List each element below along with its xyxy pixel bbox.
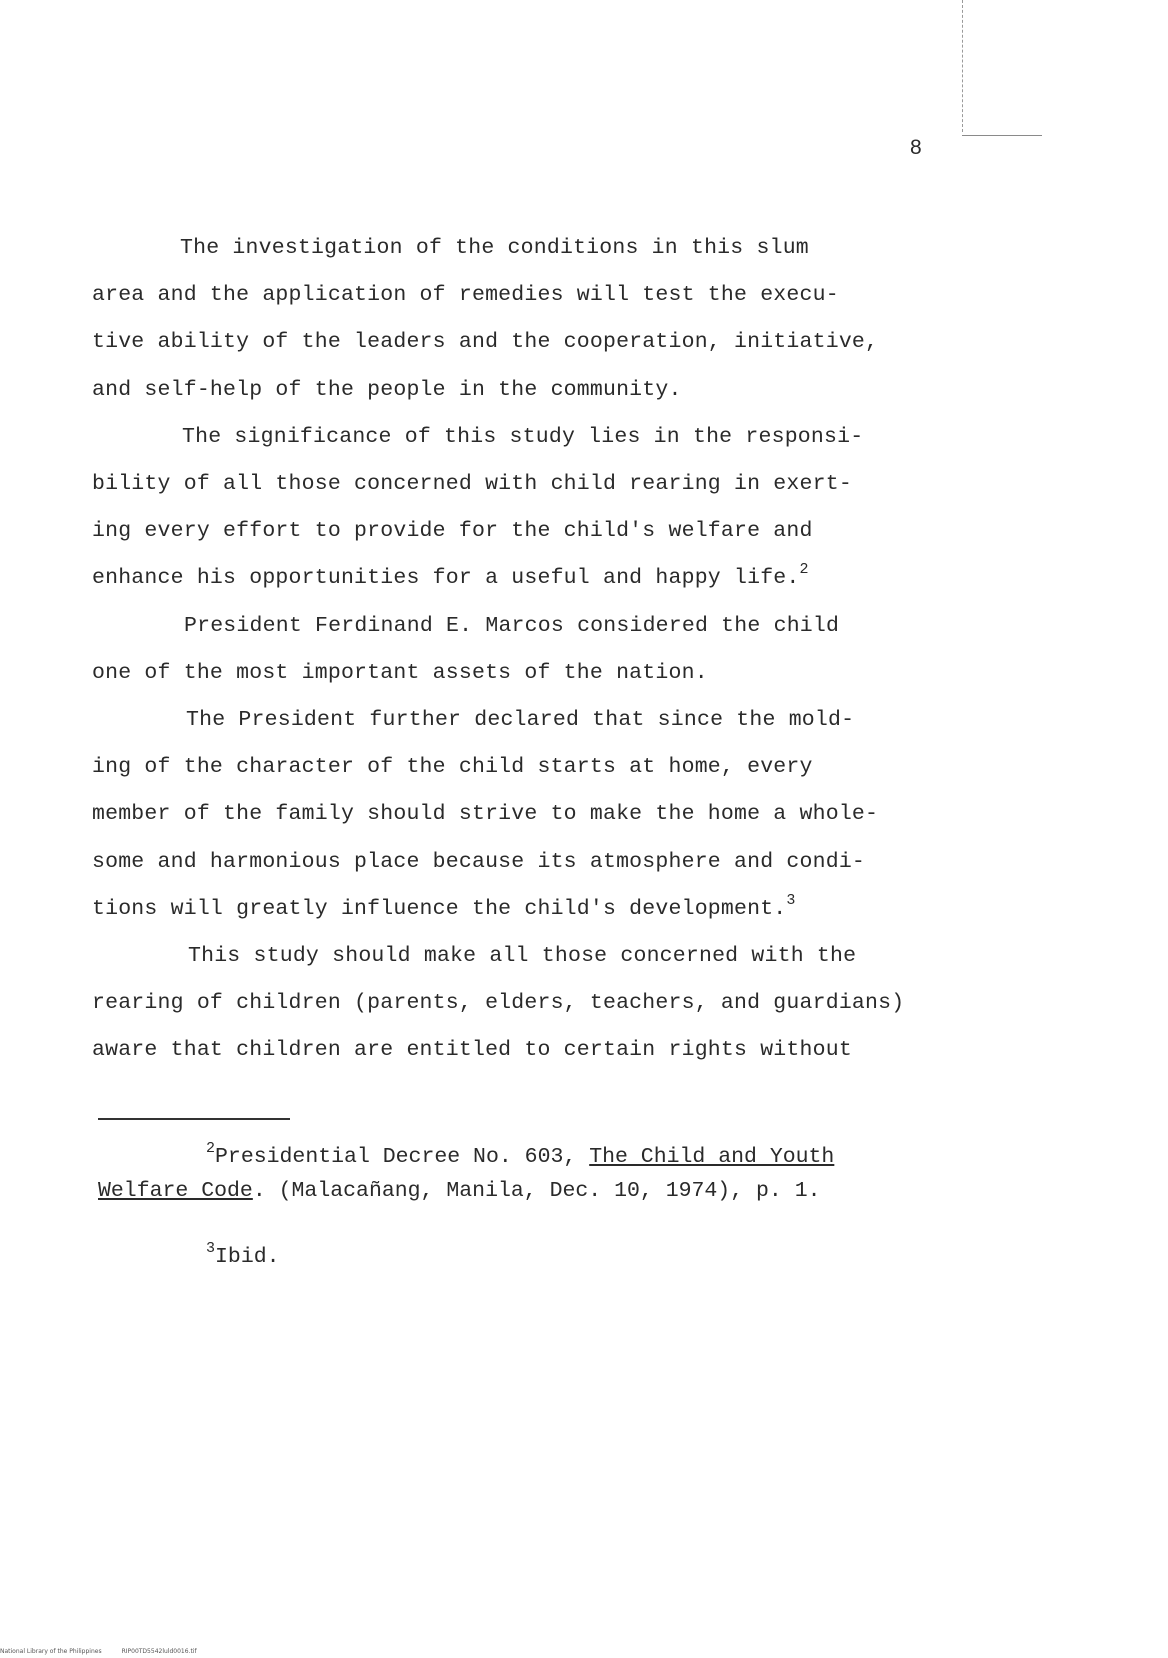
footnote-3-mark: 3 (206, 1240, 216, 1257)
archive-library-name: National Library of the Philippines (0, 1648, 102, 1655)
text-line-content: enhance his opportunities for a useful and happy life. (92, 566, 800, 591)
page-number: 8 (910, 136, 922, 159)
footnote-2-continued (98, 1174, 978, 1208)
text-line: area and the application of remedies will test the execu- (92, 283, 839, 308)
text-line-content: tions will greatly influence the child's development. (92, 896, 787, 921)
footnote-2-citation: . (Malacañang, Manila, Dec. 10, 1974), p. 1. (252, 1179, 821, 1203)
text-line: This study should make all those concerned with the (188, 944, 857, 969)
text-line: President Ferdinand E. Marcos considered the child (184, 613, 840, 638)
text-line: some and harmonious place because its atmosphere and condi- (92, 849, 866, 874)
paragraph-1 (92, 225, 992, 414)
text-line: ing every effort to provide for the child's welfare and (92, 519, 813, 544)
paragraph-5 (92, 933, 992, 1075)
scan-corner-mark-horizontal (962, 135, 1042, 136)
footnote-2-title-cont: Welfare Code (98, 1179, 253, 1203)
text-line: ing of the character of the child starts at home, every (92, 755, 813, 780)
footnote-2-title: The Child and Youth (589, 1145, 835, 1169)
footnote-2-text: Presidential Decree No. 603, (215, 1145, 590, 1169)
paragraph-2 (92, 414, 992, 603)
footnote-2-mark: 2 (206, 1140, 216, 1157)
footnote-ref-3: 3 (786, 891, 796, 909)
paragraph-4 (92, 697, 992, 933)
archive-file-name: RIP00TD5542luld0016.tif (121, 1648, 197, 1655)
archive-footer (0, 1648, 197, 1655)
text-line: The significance of this study lies in the responsi- (182, 424, 864, 449)
text-line: rearing of children (parents, elders, teachers, and guardians) (92, 991, 905, 1016)
paragraph-3 (92, 603, 992, 697)
footnote-3-text: Ibid. (215, 1245, 280, 1269)
text-line: The President further declared that since the mold- (186, 708, 855, 733)
text-line (92, 886, 992, 933)
text-line: tive ability of the leaders and the cooperation, initiative, (92, 330, 879, 355)
text-line: aware that children are entitled to certain rights without (92, 1038, 852, 1063)
text-line: member of the family should strive to make the home a whole- (92, 802, 879, 827)
footnote-separator (98, 1118, 290, 1120)
text-line: and self-help of the people in the community. (92, 377, 682, 402)
text-line: bility of all those concerned with child rearing in exert- (92, 472, 852, 497)
text-line: one of the most important assets of the nation. (92, 660, 708, 685)
footnote-3 (98, 1240, 978, 1274)
footnote-ref-2: 2 (799, 561, 809, 579)
body-text (92, 225, 992, 1075)
text-line (92, 555, 992, 602)
scan-corner-mark-vertical (962, 0, 963, 132)
text-line: The investigation of the conditions in this slum (180, 236, 809, 260)
footnotes (98, 1140, 978, 1274)
footnote-2 (98, 1140, 978, 1174)
